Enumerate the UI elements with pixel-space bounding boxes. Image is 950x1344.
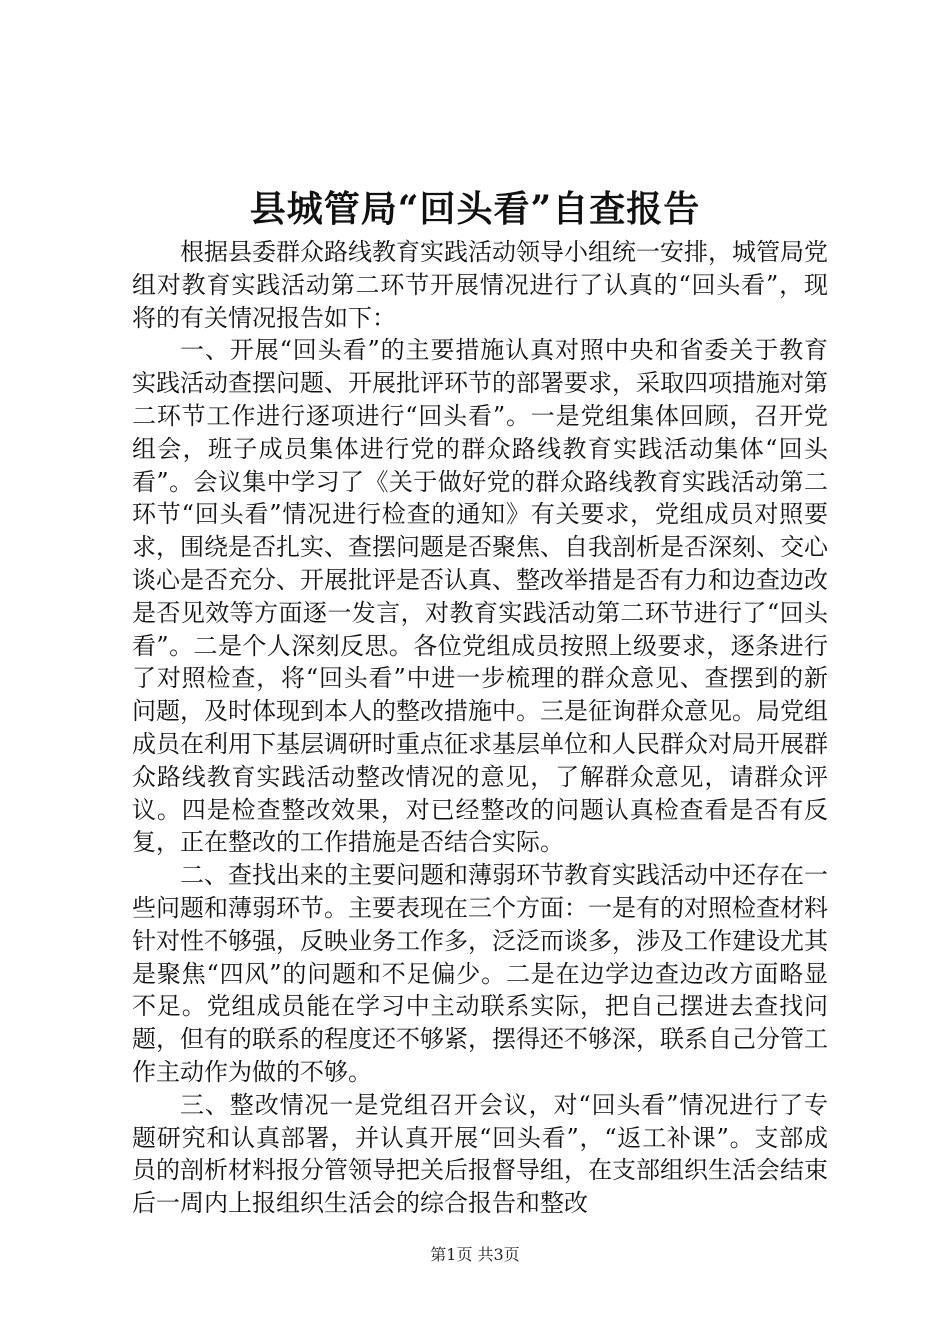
paragraph-section-3: 三、整改情况一是党组召开会议，对“回头看”情况进行了专题研究和认真部署，并认真开展“回头看”，“返工补课”。支部成员的剖析材料报分管领导把关后报督导组，在支部组织生活会结束后一周内上报组织生活会的综合报告和整改	[132, 1090, 828, 1218]
paragraph-section-1: 一、开展“回头看”的主要措施认真对照中央和省委关于教育实践活动查摆问题、开展批评环节的部署要求，采取四项措施对第二环节工作进行逐项进行“回头看”。一是党组集体回顾，召开党组会，班子成员集体进行党的群众路线教育实践活动集体“回头看”。会议集中学习了《关于做好党的群众路线教育实践活动第二环节“回头看”情况进行检查的通知》有关要求，党组成员对照要求，围绕是否扎实、查摆问题是否聚焦、自我剖析是否深刻、交心谈心是否充分、开展批评是否认真、整改举措是否有力和边查边改是否见效等方面逐一发言，对教育实践活动第二环节进行了“回头看”。二是个人深刻反思。各位党组成员按照上级要求，逐条进行了对照检查，将“回头看”中进一步梳理的群众意见、查摆到的新问题，及时体现到本人的整改措施中。三是征询群众意见。局党组成员在利用下基层调研时重点征求基层单位和人民群众对局开展群众路线教育实践活动整改情况的意见，了解群众意见，请群众评议。四是检查整改效果，对已经整改的问题认真检查看是否有反复，正在整改的工作措施是否结合实际。	[132, 336, 828, 857]
document-title: 县城管局“回头看”自查报告	[249, 188, 701, 230]
document-body	[132, 236, 828, 1220]
paragraph-intro: 根据县委群众路线教育实践活动领导小组统一安排，城管局党组对教育实践活动第二环节开展情况进行了认真的“回头看”，现将的有关情况报告如下：	[132, 238, 828, 332]
page-number-footer: 第1页 共3页	[430, 1245, 520, 1264]
paragraph-section-2: 二、查找出来的主要问题和薄弱环节教育实践活动中还存在一些问题和薄弱环节。主要表现在三个方面：一是有的对照检查材料针对性不够强，反映业务工作多，泛泛而谈多，涉及工作建设尤其是聚焦“四风”的问题和不足偏少。二是在边学边查边改方面略显不足。党组成员能在学习中主动联系实际，把自己摆进去查找问题，但有的联系的程度还不够紧，摆得还不够深，联系自己分管工作主动作为做的不够。	[132, 861, 828, 1086]
